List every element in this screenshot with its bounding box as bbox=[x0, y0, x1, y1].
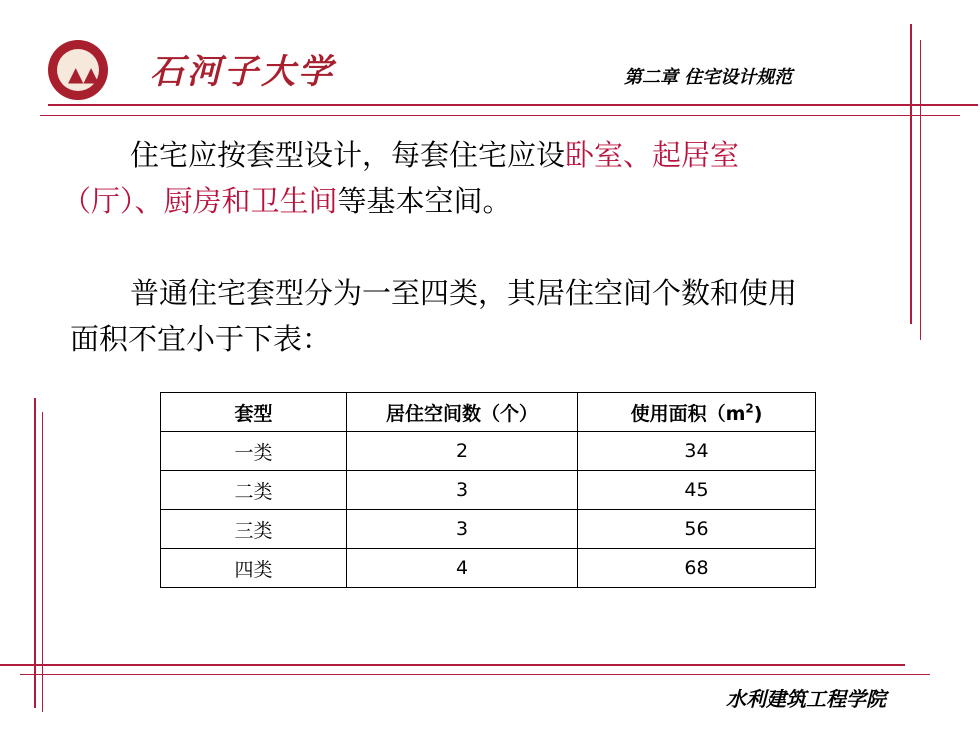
cell-area: 34 bbox=[578, 432, 816, 471]
unit-type-table bbox=[160, 392, 816, 588]
text-plain: 住宅应按套型设计，每套住宅应设 bbox=[130, 138, 566, 172]
paragraph-line: 面积不宜小于下表： bbox=[70, 322, 332, 356]
text-plain: 等基本空间。 bbox=[337, 184, 512, 218]
table-row bbox=[161, 510, 816, 549]
bottom-rule-upper bbox=[0, 664, 905, 666]
text-highlight: 卧室、起居室 bbox=[565, 138, 740, 172]
cell-area: 56 bbox=[578, 510, 816, 549]
right-vertical-inner bbox=[920, 40, 921, 340]
column-header-rooms: 居住空间数（个） bbox=[347, 393, 578, 432]
top-rule-upper bbox=[48, 104, 978, 106]
bottom-rule-lower bbox=[20, 674, 930, 675]
paragraph-line: 普通住宅套型分为一至四类，其居住空间个数和使用 bbox=[130, 276, 798, 310]
left-vertical-inner bbox=[42, 412, 43, 712]
left-vertical-outer bbox=[34, 398, 36, 708]
table-row bbox=[161, 549, 816, 588]
paragraph-basic-spaces bbox=[62, 132, 900, 224]
mountain-icon: ▲▲ bbox=[68, 62, 99, 86]
table-header-row bbox=[161, 393, 816, 432]
column-header-area: 使用面积$(m^2)$ bbox=[578, 393, 816, 432]
logo-emblem-icon bbox=[57, 49, 99, 91]
paragraph-line bbox=[62, 178, 900, 224]
paragraph-unit-types bbox=[70, 270, 900, 362]
cell-rooms: 2 bbox=[347, 432, 578, 471]
table-row bbox=[161, 432, 816, 471]
paragraph-line bbox=[70, 132, 900, 178]
top-rule-lower bbox=[40, 115, 960, 116]
cell-type: 四类 bbox=[161, 549, 347, 588]
chapter-title: 第二章 住宅设计规范 bbox=[624, 67, 793, 88]
cell-rooms: 3 bbox=[347, 510, 578, 549]
column-header-type: 套型 bbox=[161, 393, 347, 432]
text-highlight: （厅）、厨房和卫生间 bbox=[62, 184, 338, 218]
cell-type: 一类 bbox=[161, 432, 347, 471]
cell-area: 68 bbox=[578, 549, 816, 588]
university-name: 石河子大学 bbox=[150, 52, 335, 92]
cell-type: 三类 bbox=[161, 510, 347, 549]
university-logo bbox=[48, 40, 108, 100]
cell-type: 二类 bbox=[161, 471, 347, 510]
cell-rooms: 4 bbox=[347, 549, 578, 588]
table-row bbox=[161, 471, 816, 510]
college-name: 水利建筑工程学院 bbox=[726, 687, 886, 711]
right-vertical-outer bbox=[910, 24, 912, 324]
cell-rooms: 3 bbox=[347, 471, 578, 510]
cell-area: 45 bbox=[578, 471, 816, 510]
